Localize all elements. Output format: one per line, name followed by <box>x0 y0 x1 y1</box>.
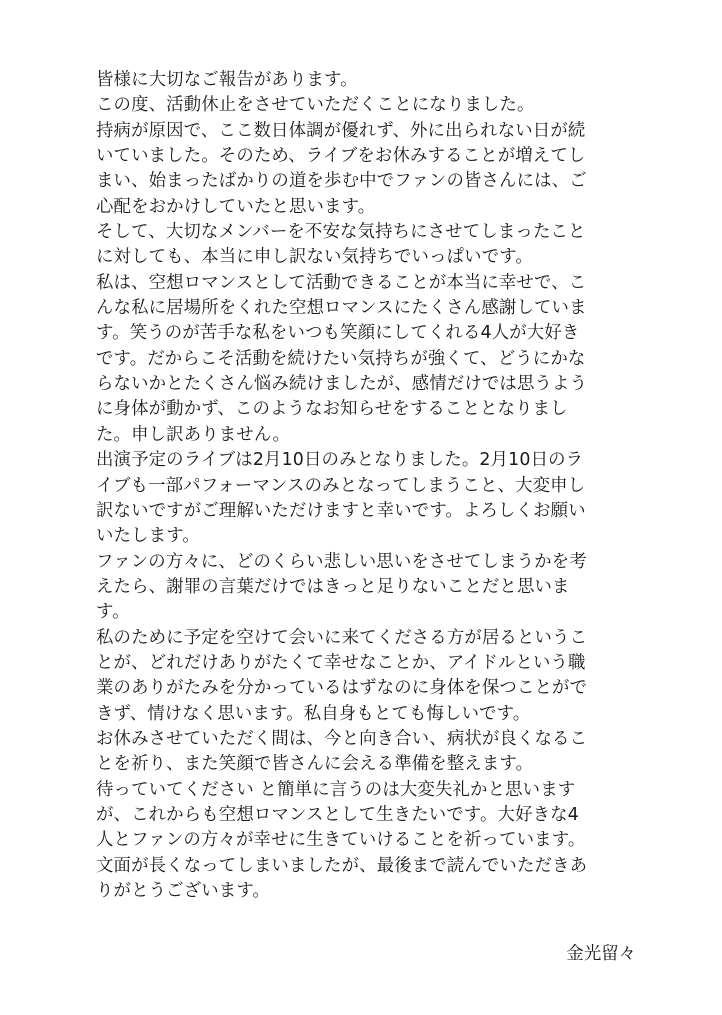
letter-line: す。笑うのが苦手な私をいつも笑顔にしてくれる4人が大好き <box>96 323 580 344</box>
letter-line: とを祈り、また笑顔で皆さんに会える準備を整えます。 <box>96 754 534 775</box>
letter-line: えたら、謝罪の言葉だけではきっと足りないことだと思いま <box>96 576 570 597</box>
letter-line: 私は、空想ロマンスとして活動できることが本当に幸せで、こ <box>96 272 587 293</box>
letter-line: いていました。そのため、ライブをお休みすることが増えてし <box>96 146 586 167</box>
letter-line: きず、情けなく思います。私自身もとても悔しいです。 <box>96 703 531 724</box>
letter-line: す。 <box>96 602 130 623</box>
letter-line: 出演予定のライブは2月10日のみとなりました。2月10日のラ <box>96 450 584 471</box>
letter-line: 文面が長くなってしまいましたが、最後まで読んでいただきあ <box>96 855 588 876</box>
letter-line: 訳ないですがご理解いただけますと幸いです。よろしくお願い <box>96 500 586 521</box>
letter-line: 心配をおかけしていたと思います。 <box>96 196 376 217</box>
letter-line: そして、大切なメンバーを不安な気持ちにさせてしまったこと <box>96 222 586 243</box>
letter-line: が、これからも空想ロマンスとして生きたいです。大好きな4 <box>96 804 579 825</box>
letter-line: 皆様に大切なご報告があります。 <box>96 70 358 90</box>
letter-line: りがとうございます。 <box>96 881 271 901</box>
letter-line: とが、どれだけありがたくて幸せなことか、アイドルという職 <box>96 652 586 673</box>
letter-line: ファンの方々に、どのくらい悲しい思いをさせてしまうかを考 <box>96 551 587 572</box>
letter-line: まい、始まったばかりの道を歩む中でファンの皆さんには、ご <box>96 171 587 192</box>
letter-line: に身体が動かず、このようなお知らせをすることとなりまし <box>96 399 568 420</box>
letter-line: です。だからこそ活動を続けたい気持ちが強くて、どうにかな <box>96 348 586 369</box>
letter-line: らないかとたくさん悩み続けましたが、感情だけでは思うよう <box>96 374 588 395</box>
letter-line: イブも一部パフォーマンスのみとなってしまうこと、大変申し <box>96 475 586 496</box>
letter-line: 待っていてください と簡単に言うのは大変失礼かと思います <box>96 779 576 800</box>
letter-line: 持病が原因で、ここ数日体調が優れず、外に出られない日が続 <box>96 120 586 141</box>
signature: 金光留々 <box>566 944 636 964</box>
letter-line: 業のありがたみを分かっているはずなのに身体を保つことがで <box>96 678 588 699</box>
letter-line: に対しても、本当に申し訳ない気持ちでいっぱいです。 <box>96 247 533 268</box>
letter-line: この度、活動休止をさせていただくことになりました。 <box>96 95 535 116</box>
letter-line: いたします。 <box>96 526 200 547</box>
letter-line: んな私に居場所をくれた空想ロマンスにたくさん感謝していま <box>96 298 587 319</box>
letter-line: た。申し訳ありません。 <box>96 424 290 445</box>
letter-body <box>96 68 636 904</box>
letter-line: 人とファンの方々が幸せに生きていけることを祈っています。 <box>96 830 586 851</box>
letter-line: お休みさせていただく間は、今と向き合い、病状が良くなるこ <box>96 728 588 749</box>
letter-line: 私のために予定を空けて会いに来てくださる方が居るというこ <box>96 627 588 648</box>
